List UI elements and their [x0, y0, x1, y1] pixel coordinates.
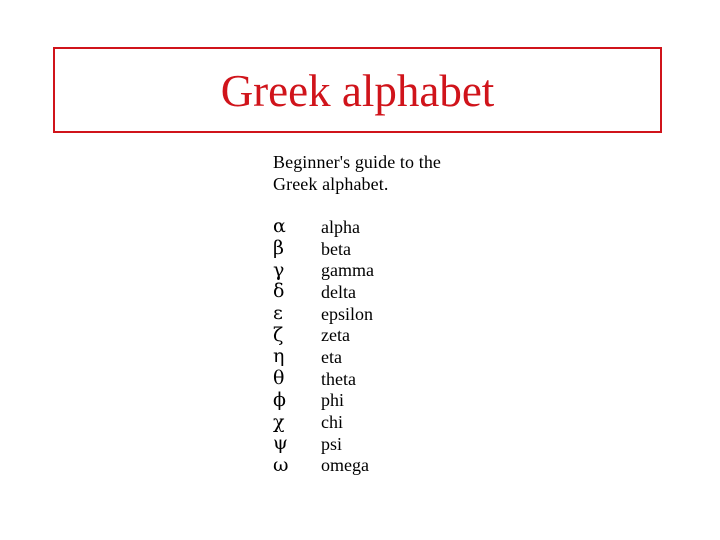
letter-row-epsilon: [273, 303, 374, 325]
letter-symbol: η: [273, 345, 285, 368]
letter-list: [273, 216, 374, 476]
letter-row-gamma: [273, 259, 374, 281]
letter-row-alpha: [273, 216, 374, 238]
letter-row-psi: [273, 433, 374, 455]
letter-name: theta: [321, 368, 356, 389]
letter-symbol: ε: [273, 302, 283, 325]
letter-symbol: ψ: [273, 432, 288, 455]
letter-name: beta: [321, 238, 351, 259]
guide-heading-line-2: Greek alphabet.: [273, 174, 389, 194]
letter-name: zeta: [321, 325, 350, 346]
letter-name: delta: [321, 281, 356, 302]
letter-row-omega: [273, 455, 374, 477]
letter-name: eta: [321, 346, 342, 367]
guide-heading-line-1: Beginner's guide to the: [273, 152, 442, 172]
guide-heading: [273, 151, 533, 195]
letter-name: chi: [321, 412, 343, 433]
letter-name: epsilon: [321, 303, 373, 324]
letter-row-beta: [273, 238, 374, 260]
letter-symbol: δ: [273, 280, 285, 303]
letter-symbol: γ: [273, 258, 285, 281]
letter-row-chi: [273, 411, 374, 433]
letter-symbol: ϕ: [273, 388, 286, 411]
slide-title: Greek alphabet: [220, 65, 495, 116]
letter-row-zeta: [273, 324, 374, 346]
letter-symbol: θ: [273, 367, 285, 390]
letter-row-theta: [273, 368, 374, 390]
letter-name: alpha: [321, 216, 360, 237]
letter-name: gamma: [321, 260, 374, 281]
letter-symbol: χ: [273, 410, 285, 433]
letter-name: psi: [321, 433, 343, 454]
letter-row-eta: [273, 346, 374, 368]
letter-symbol: α: [273, 215, 286, 238]
letter-symbol: ω: [273, 453, 289, 476]
letter-row-delta: [273, 281, 374, 303]
letter-name: omega: [321, 455, 369, 476]
letter-symbol: β: [273, 237, 284, 260]
greek-alphabet-guide: [273, 151, 533, 476]
letter-symbol: ζ: [273, 323, 284, 346]
title-box: [53, 47, 662, 133]
letter-name: phi: [321, 390, 345, 411]
letter-row-phi: [273, 390, 374, 412]
